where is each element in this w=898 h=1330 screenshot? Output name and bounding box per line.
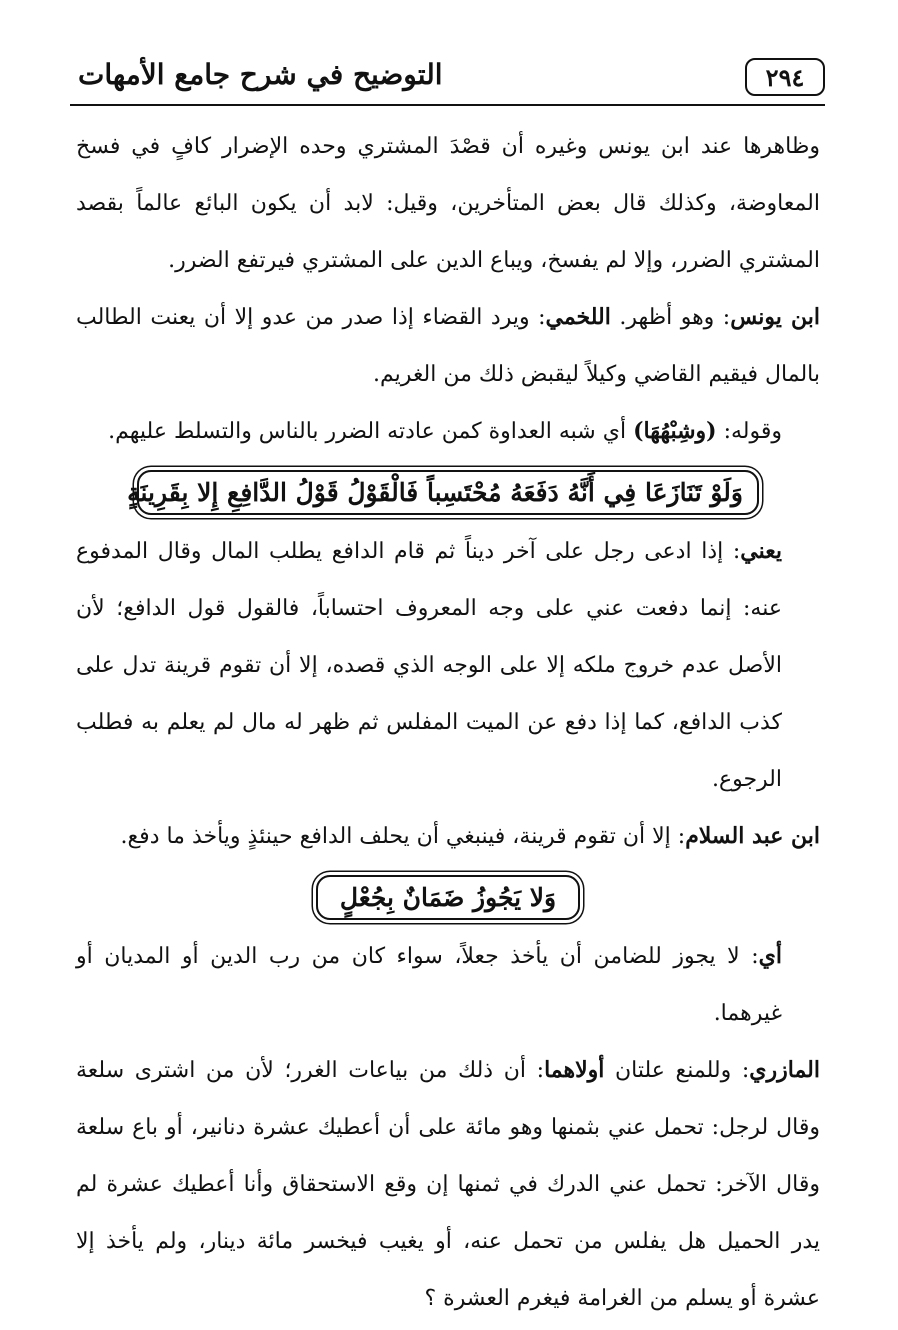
paragraph-6-rest: : لا يجوز للضامن أن يأخذ جعلاً، سواء كان من رب الدين أو المديان أو غيرهما. — [76, 944, 782, 1026]
page-body — [76, 118, 820, 1327]
paragraph-2-mid: : وهو أظهر. — [610, 305, 731, 330]
paragraph-7-mid: : وللمنع علتان — [604, 1058, 750, 1083]
paragraph-5 — [76, 808, 820, 865]
matn-box-2: وَلا يَجُوزُ ضَمَانٌ بِجُعْلٍ — [316, 875, 580, 920]
label-yani: يعني — [740, 538, 782, 564]
quoted-term: (وشِبْهُهَا) — [633, 418, 717, 444]
paragraph-7 — [76, 1042, 820, 1327]
paragraph-3-pre: وقوله: — [716, 419, 782, 444]
paragraph-2-rest: : ويرد القضاء إذا صدر من عدو إلا أن يعنت الطالب بالمال فيقيم القاضي وكيلاً ليقبض ذلك من الغريم. — [76, 305, 820, 387]
paragraph-3 — [76, 403, 820, 460]
paragraph-1: وظاهرها عند ابن يونس وغيره أن قصْدَ المشتري وحده الإضرار كافٍ في فسخ المعاوضة، وكذلك قال بعض المتأخرين، وقيل: لابد أن يكون البائع عالماً بقصد المشتري الضرر، وإلا لم يفسخ، ويباع الدين على المشتري فيرتفع الضرر. — [76, 134, 820, 273]
paragraph-2 — [76, 289, 820, 403]
speaker-ibn-abd-al-salam: ابن عبد السلام — [685, 823, 820, 849]
matn-box-1: وَلَوْ تَنَازَعَا فِي أَنَّهُ دَفَعَهُ مُحْتَسِباً فَالْقَوْلُ قَوْلُ الدَّافِعِ إِلا بِقَرِينَةٍ — [137, 470, 759, 515]
speaker-ibn-yunus: ابن يونس — [730, 304, 820, 330]
paragraph-3-rest: أي شبه العداوة كمن عادته الضرر بالناس والتسلط عليهم. — [108, 419, 634, 444]
book-title: التوضيح في شرح جامع الأمهات — [78, 58, 443, 91]
paragraph-7-rest: : أن ذلك من بياعات الغرر؛ لأن من اشترى سلعة وقال لرجل: تحمل عني بثمنها وهو مائة على أن أعطيك عشرة دنانير، أو باع سلعة وقال الآخر: تحمل عني الدرك في ثمنها إن وقع الاستحقاق وأنا أعطيك عشرة لم يدر الحميل هل يفلس من تحمل عنه، أو يغيب فيخسر مائة دينار، ولم يأخذ إلا عشرة أو يسلم من الغرامة فيغرم العشرة ؟ — [76, 1058, 820, 1311]
paragraph-4 — [76, 523, 820, 808]
page-number: ٢٩٤ — [765, 62, 805, 92]
label-ay: أي — [758, 943, 782, 969]
paragraph-4-rest: : إذا ادعى رجل على آخر ديناً ثم قام الدافع يطلب المال وقال المدفوع عنه: إنما دفعت عني على وجه المعروف احتساباً، فالقول قول الدافع؛ لأن الأصل عدم خروج ملكه إلا على الوجه الذي قصده، إلا أن تقوم قرينة تدل على كذب الدافع، كما إذا دفع عن الميت المفلس ثم ظهر له مال لم يعلم به فطلب الرجوع. — [76, 539, 782, 792]
matn-row-2 — [76, 875, 820, 920]
speaker-mazari: المازري — [749, 1057, 820, 1083]
header-rule — [70, 104, 825, 106]
paragraph-6 — [76, 928, 820, 1042]
paragraph-5-rest: : إلا أن تقوم قرينة، فينبغي أن يحلف الدافع حينئذٍ ويأخذ ما دفع. — [120, 824, 686, 849]
label-ulahuma: أولاهما — [544, 1057, 605, 1083]
page-number-box — [745, 58, 825, 96]
speaker-lakhmi: اللخمي — [545, 304, 611, 330]
matn-row-1 — [76, 470, 820, 515]
page-header — [70, 58, 825, 108]
